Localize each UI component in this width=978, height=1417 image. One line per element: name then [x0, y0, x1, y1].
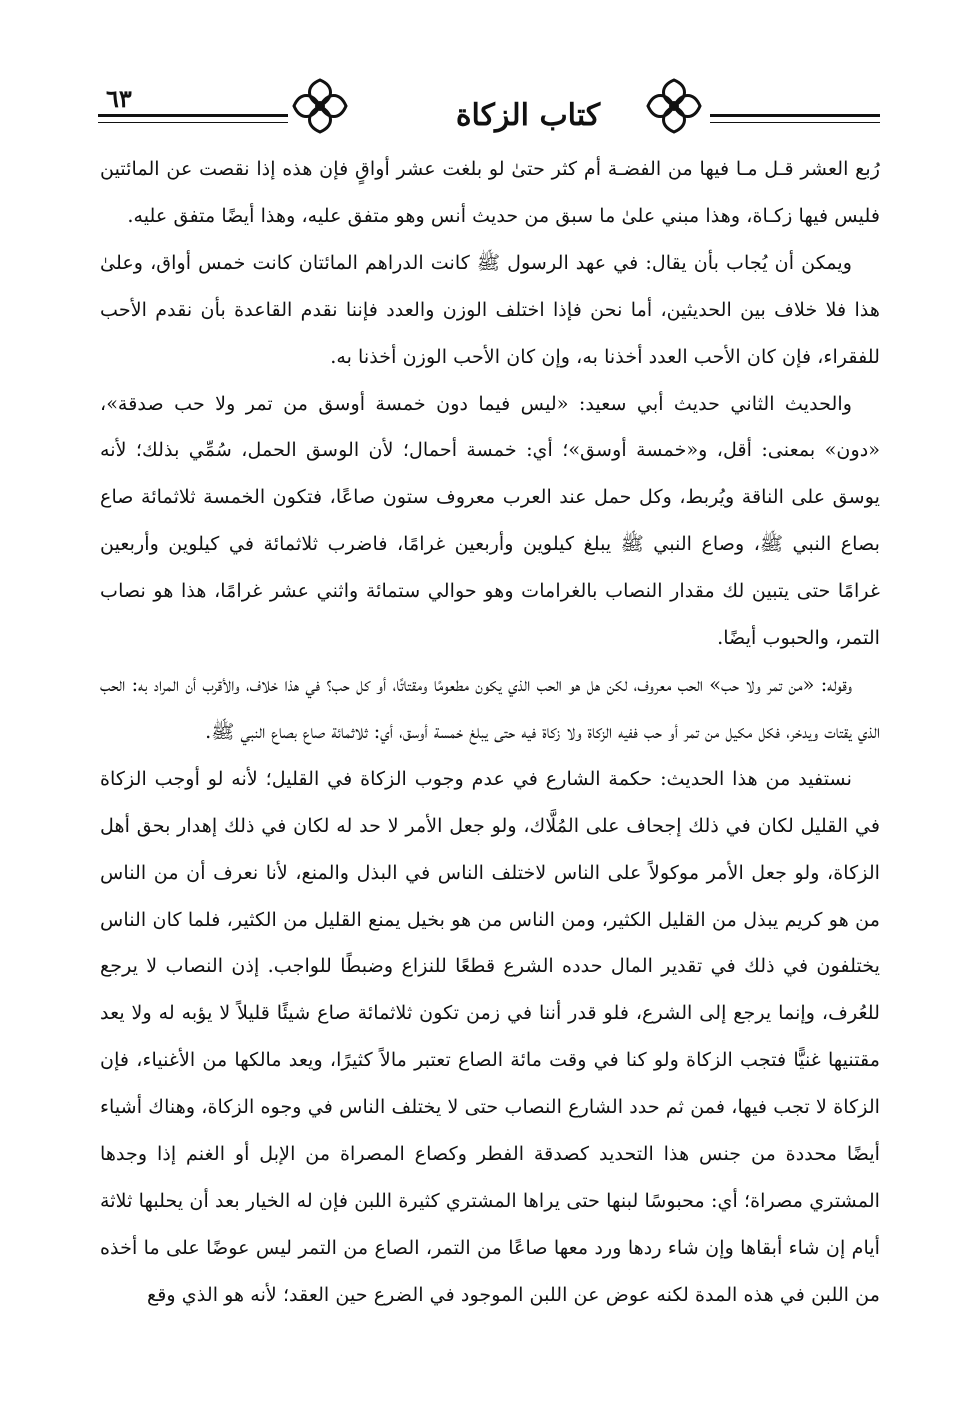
paragraph: نستفيد من هذا الحديث: حكمة الشارع في عدم وجوب الزكاة في القليل؛ لأنه لو أوجب الزكاة في القليل لكان في ذلك إجحاف على المُلَّاك، ولو جعل الأمر لا حد له لكان في ذلك إهدار بحق أهل الزكاة، ولو جعل الأمر موكولاً على الناس لاختلف الناس في البذل والمنع، لأنا نعرف أن من الناس من هو كريم يبذل من القليل الكثير، ومن الناس من هو بخيل يمنع القليل من الكثير، فلما كان الناس يختلفون في ذلك في تقدير المال حدده الشرع قطعًا للنزاع وضبطًا للواجب. إذن النصاب لا يرجع للعُرف، وإنما يرجع إلى الشرع، فلو قدر أننا في زمن تكون ثلاثمائة صاع شيئًا قليلاً لا يؤبه له ولا يعد مقتنيها غنيًّا فتجب الزكاة ولو كنا في وقت مائة الصاع تعتبر مالاً كثيرًا، ويعد مالكها من الأغنياء، فإن الزكاة لا تجب فيها، فمن ثم حدد الشارع النصاب حتى لا يختلف الناس في وجوه الزكاة، وهناك أشياء أيضًا محددة من جنس هذا التحديد كصدقة الفطر وكصاع المصراة من الإبل أو الغنم إذا وجدها المشتري مصراة؛ أي: محبوسًا لبنها حتى يراها المشتري كثيرة اللبن فإن له الخيار بعد أن يحلبها ثلاثة أيام إن شاء أبقاها وإن شاء ردها ورد معها صاعًا من التمر، الصاع من التمر ليس عوضًا على ما أخذه من اللبن في هذه المدة لكنه عوض عن اللبن الموجود في الضرع حين العقد؛ لأنه هو الذي وقع [100, 766, 881, 1306]
ornament-right-icon [644, 76, 704, 136]
header-rule-right [710, 114, 880, 117]
running-title: كتاب الزكاة [455, 98, 601, 133]
ornament-left-icon [290, 76, 350, 136]
paragraph: وقوله: «من تمر ولا حب» الحب معروف، لكن هل هو الحب الذي يكون مطعومًا ومقتاتًا، أو كل حب؟ في هذا خلاف، والأقرب أن المراد به: الحب الذي يقتات ويدخر، فكل مكيل من تمر أو حب ففيه الزكاة ولا زكاة فيه حتى يبلغ خمسة أوسق، أي: ثلاثمائة صاع بصاع النبي ﷺ. [100, 672, 880, 743]
header-rule-left [98, 114, 288, 117]
header-rule-right-thin [710, 122, 880, 123]
body-text [100, 146, 880, 1319]
paragraph: ويمكن أن يُجاب بأن يقال: في عهد الرسول ﷺ كانت الدراهم المائتان كانت خمس أواق، وعلىٰ هذا فلا خلاف بين الحديثين، أما نحن فإذا اختلف الوزن والعدد فإننا نقدم القاعدة بأن نقدم الأحب للفقراء، فإن كان الأحب العدد أخذنا به، وإن كان الأحب الوزن أخذنا به. [100, 250, 880, 368]
paragraph: رُبع العشر قـل مـا فيها من الفضـة أم كثر حتىٰ لو بلغت عشر أواقٍ فإن هذه إذا نقصت عن المائتين فليس فيها زكـاة، وهذا مبني علىٰ ما سبق من حديث أنس وهو متفق عليه، وهذا أيضًا متفق عليه. [100, 157, 880, 227]
paragraph: والحديث الثاني حديث أبي سعيد: «ليس فيما دون خمسة أوسق من تمر ولا حب صدقة»، «دون» بمعنى: أقل، و«خمسة أوسق»؛ أي: خمسة أحمال؛ لأن الوسق الحمل، سُمِّي بذلك؛ لأنه يوسق على الناقة ويُربط، وكل حمل عند العرب معروف ستون صاعًا، فتكون الخمسة ثلاثمائة صاع بصاع النبي ﷺ، وصاع النبي ﷺ يبلغ كيلوين وأربعين غرامًا، فاضرب ثلاثمائة في كيلوين وأربعين غرامًا حتى يتبين لك مقدار النصاب بالغرامات وهو حوالي ستمائة واثني عشر غرامًا، هذا هو نصاب التمر، والحبوب أيضًا. [100, 391, 880, 650]
page-header [98, 70, 880, 150]
header-rule-left-thin [98, 122, 288, 123]
page-number: ٦٣ [106, 84, 132, 113]
